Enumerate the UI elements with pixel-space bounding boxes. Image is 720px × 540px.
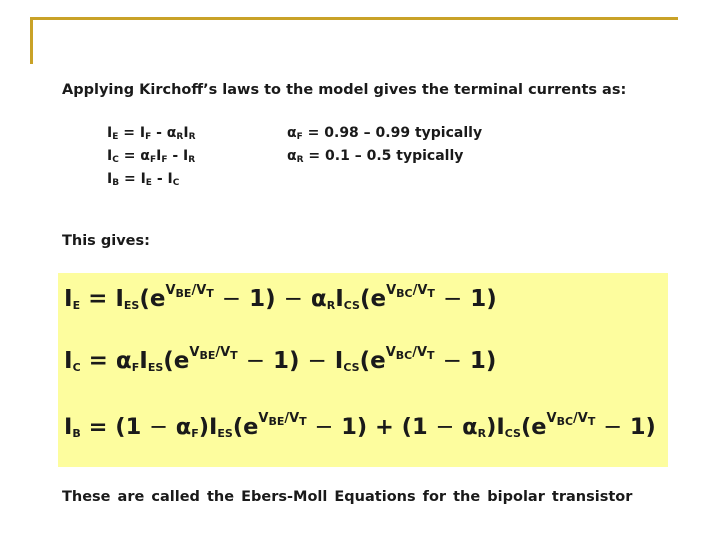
equation-box xyxy=(58,273,668,467)
equation-ib: $I_B = (1 - \alpha_F)I_{ES}(e^{V_{BE}/V_T} - 1) + (1 - \alpha_R)I_{CS}(e^{V_{BC}/V_T} - 1)$ xyxy=(64,411,656,440)
current-relation-ib: $I_B = I_E - I_C$ xyxy=(107,171,180,188)
equation-ie: $I_E = I_{ES}(e^{V_{BE}/V_T} - 1) - \alpha_RI_{CS}(e^{V_{BC}/V_T} - 1)$ xyxy=(64,283,497,312)
footer-text: These are called the Ebers-Moll Equations for the bipolar transistor xyxy=(62,489,633,505)
intro-text: Applying Kirchoff’s laws to the model gives the terminal currents as: xyxy=(62,82,627,98)
alpha-r-range: $\alpha_R = 0.1 - 0.5$ typically xyxy=(287,148,464,165)
equation-ic: $I_C = \alpha_FI_{ES}(e^{V_{BE}/V_T} - 1) - I_{CS}(e^{V_{BC}/V_T} - 1)$ xyxy=(64,345,497,374)
this-gives-text: This gives: xyxy=(62,233,150,249)
title-frame-left-rule xyxy=(30,17,33,64)
current-relation-ie: $I_E = I_F - \alpha_RI_R$ xyxy=(107,125,196,142)
current-relation-ic: $I_C = \alpha_FI_F - I_R$ xyxy=(107,148,196,165)
title-frame-top-rule xyxy=(30,17,678,20)
alpha-f-range: $\alpha_F = 0.98 - 0.99$ typically xyxy=(287,125,483,142)
